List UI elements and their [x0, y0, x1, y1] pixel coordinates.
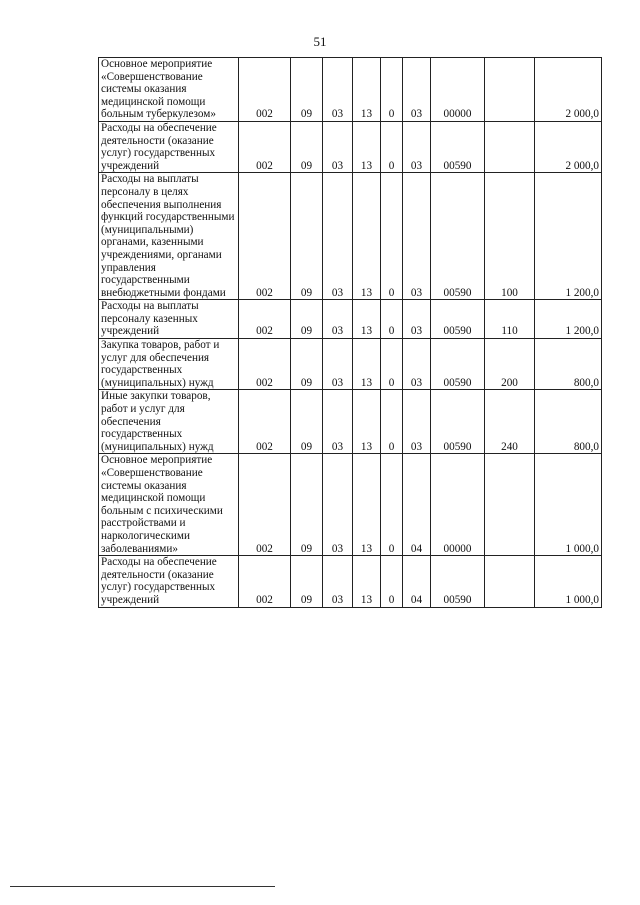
- cell-grbs: 002: [239, 58, 291, 122]
- cell-measure: 03: [403, 339, 431, 390]
- cell-measure: 03: [403, 121, 431, 172]
- cell-sum: 1 000,0: [535, 454, 602, 556]
- footnote-divider: [10, 886, 275, 887]
- cell-program: 13: [353, 58, 381, 122]
- table-row: [99, 121, 602, 172]
- cell-direction: 00590: [431, 173, 485, 300]
- cell-subsection: 03: [323, 121, 353, 172]
- cell-section: 09: [291, 58, 323, 122]
- cell-subsection: 03: [323, 339, 353, 390]
- cell-direction: 00590: [431, 300, 485, 339]
- table-row: [99, 339, 602, 390]
- cell-subsection: 03: [323, 556, 353, 607]
- cell-subprogram: 0: [381, 390, 403, 454]
- table-row: [99, 58, 602, 122]
- cell-subsection: 03: [323, 58, 353, 122]
- cell-grbs: 002: [239, 390, 291, 454]
- cell-subprogram: 0: [381, 173, 403, 300]
- cell-program: 13: [353, 173, 381, 300]
- cell-sum: 2 000,0: [535, 58, 602, 122]
- table-row: [99, 173, 602, 300]
- cell-measure: 03: [403, 390, 431, 454]
- page-number: 51: [313, 34, 327, 49]
- cell-subsection: 03: [323, 454, 353, 556]
- cell-program: 13: [353, 300, 381, 339]
- cell-subprogram: 0: [381, 556, 403, 607]
- cell-section: 09: [291, 556, 323, 607]
- cell-direction: 00590: [431, 556, 485, 607]
- table-row: [99, 300, 602, 339]
- cell-expense-type: 100: [485, 173, 535, 300]
- cell-measure: 03: [403, 58, 431, 122]
- cell-section: 09: [291, 300, 323, 339]
- cell-expense-type: [485, 121, 535, 172]
- row-name: Основное мероприятие «Совершенствование системы оказания медицинской помощи больным с психическими расстройствами и наркологическими заболеваниями»: [99, 454, 239, 556]
- cell-program: 13: [353, 454, 381, 556]
- cell-sum: 1 000,0: [535, 556, 602, 607]
- cell-expense-type: 200: [485, 339, 535, 390]
- cell-grbs: 002: [239, 121, 291, 172]
- table-row: [99, 454, 602, 556]
- cell-grbs: 002: [239, 454, 291, 556]
- table-row: [99, 390, 602, 454]
- cell-subprogram: 0: [381, 121, 403, 172]
- cell-program: 13: [353, 556, 381, 607]
- cell-direction: 00590: [431, 339, 485, 390]
- row-name: Иные закупки товаров, работ и услуг для обеспечения государственных (муниципальных) нужд: [99, 390, 239, 454]
- cell-sum: 800,0: [535, 390, 602, 454]
- cell-subsection: 03: [323, 390, 353, 454]
- cell-measure: 04: [403, 454, 431, 556]
- cell-subprogram: 0: [381, 454, 403, 556]
- cell-measure: 03: [403, 173, 431, 300]
- cell-subsection: 03: [323, 173, 353, 300]
- cell-grbs: 002: [239, 339, 291, 390]
- cell-direction: 00590: [431, 390, 485, 454]
- row-name: Расходы на выплаты персоналу в целях обеспечения выполнения функций государственными (муниципальными) органами, казенными учреждениями, органами управления государственными внебюджетными фондами: [99, 173, 239, 300]
- cell-grbs: 002: [239, 556, 291, 607]
- cell-program: 13: [353, 121, 381, 172]
- cell-section: 09: [291, 390, 323, 454]
- cell-grbs: 002: [239, 300, 291, 339]
- cell-expense-type: [485, 556, 535, 607]
- cell-subprogram: 0: [381, 300, 403, 339]
- budget-table: [98, 57, 602, 608]
- cell-measure: 04: [403, 556, 431, 607]
- cell-program: 13: [353, 339, 381, 390]
- cell-expense-type: 110: [485, 300, 535, 339]
- cell-subprogram: 0: [381, 339, 403, 390]
- row-name: Расходы на обеспечение деятельности (оказание услуг) государственных учреждений: [99, 556, 239, 607]
- cell-program: 13: [353, 390, 381, 454]
- cell-section: 09: [291, 121, 323, 172]
- cell-section: 09: [291, 454, 323, 556]
- row-name: Расходы на обеспечение деятельности (оказание услуг) государственных учреждений: [99, 121, 239, 172]
- table-row: [99, 556, 602, 607]
- cell-expense-type: [485, 58, 535, 122]
- cell-subsection: 03: [323, 300, 353, 339]
- cell-expense-type: 240: [485, 390, 535, 454]
- row-name: Основное мероприятие «Совершенствование системы оказания медицинской помощи больным туберкулезом»: [99, 58, 239, 122]
- cell-section: 09: [291, 339, 323, 390]
- cell-measure: 03: [403, 300, 431, 339]
- cell-section: 09: [291, 173, 323, 300]
- cell-direction: 00000: [431, 454, 485, 556]
- cell-direction: 00590: [431, 121, 485, 172]
- cell-expense-type: [485, 454, 535, 556]
- cell-direction: 00000: [431, 58, 485, 122]
- cell-sum: 800,0: [535, 339, 602, 390]
- row-name: Расходы на выплаты персоналу казенных учреждений: [99, 300, 239, 339]
- cell-grbs: 002: [239, 173, 291, 300]
- cell-sum: 1 200,0: [535, 300, 602, 339]
- cell-sum: 2 000,0: [535, 121, 602, 172]
- cell-subprogram: 0: [381, 58, 403, 122]
- cell-sum: 1 200,0: [535, 173, 602, 300]
- row-name: Закупка товаров, работ и услуг для обеспечения государственных (муниципальных) нужд: [99, 339, 239, 390]
